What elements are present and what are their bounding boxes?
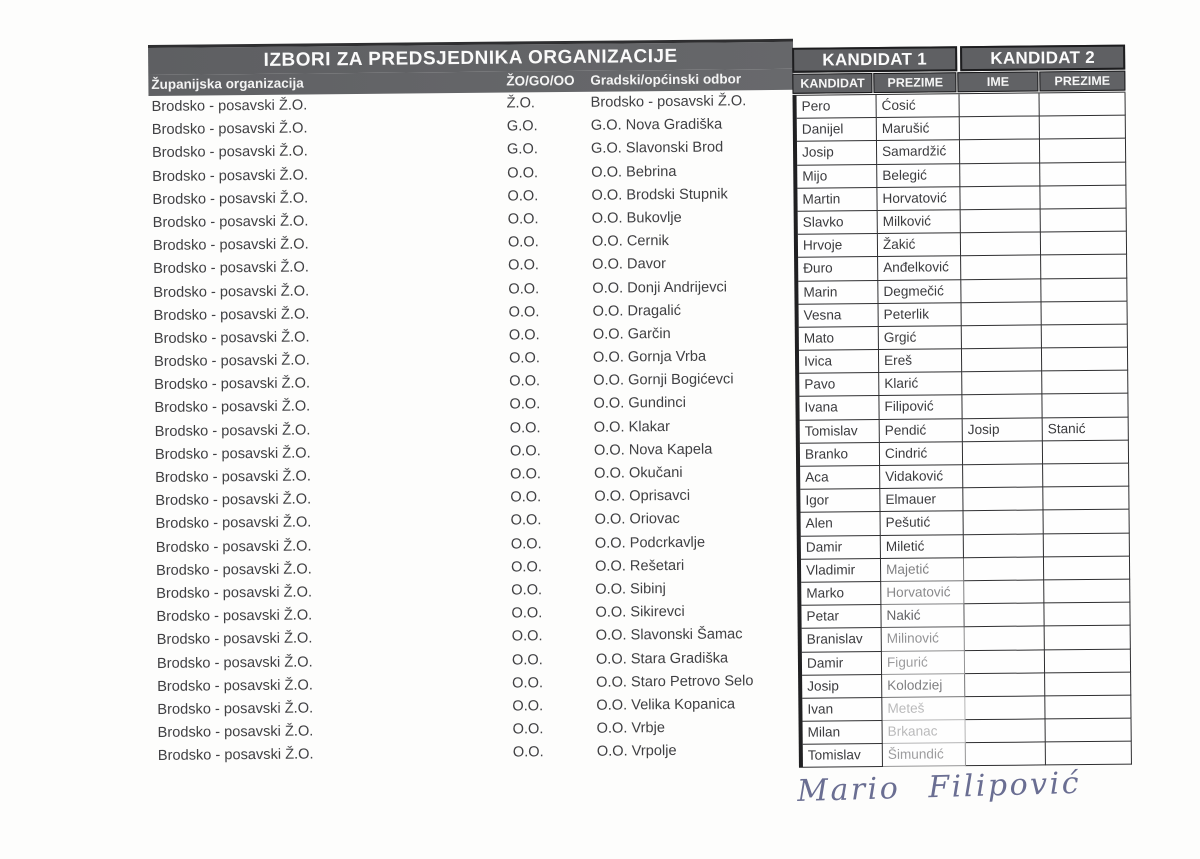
- org-cell: Brodsko - posavski Ž.O.: [153, 352, 310, 371]
- odbor-cell: G.O. Slavonski Brod: [590, 139, 724, 158]
- odbor-cell: O.O. Oriovac: [594, 511, 680, 529]
- kandidat1-prezime-cell: Filipović: [879, 396, 962, 420]
- kandidat1-ime-cell: Mato: [799, 327, 879, 351]
- kandidat1-prezime-cell: Majetić: [881, 558, 964, 582]
- kandidat2-ime-cell: [965, 650, 1045, 674]
- kandidat2-ime-cell: [963, 441, 1043, 465]
- kandidat1-ime-cell: Martin: [797, 188, 877, 212]
- kandidat2-prezime-cell: [1046, 719, 1132, 743]
- odbor-cell: O.O. Davor: [592, 256, 667, 274]
- type-cell: O.O.: [512, 721, 544, 738]
- kandidat1-prezime-cell: Brkanac: [883, 720, 966, 744]
- column-header-prezime-2: PREZIME: [1039, 71, 1125, 92]
- type-cell: O.O.: [510, 512, 542, 529]
- type-cell: O.O.: [510, 466, 542, 483]
- kandidat1-prezime-cell: Šimundić: [883, 743, 966, 767]
- kandidat1-prezime-cell: Meteš: [882, 697, 965, 721]
- type-cell: O.O.: [511, 582, 543, 599]
- type-cell: O.O.: [509, 396, 541, 413]
- kandidat2-ime-cell: [961, 279, 1041, 303]
- org-cell: Brodsko - posavski Ž.O.: [155, 491, 312, 510]
- org-cell: Brodsko - posavski Ž.O.: [154, 375, 311, 394]
- kandidat2-ime-cell: [960, 163, 1040, 187]
- org-cell: Brodsko - posavski Ž.O.: [153, 259, 309, 278]
- kandidat2-ime-cell: [961, 209, 1041, 233]
- type-cell: O.O.: [509, 419, 541, 437]
- kandidat1-prezime-cell: Samardžić: [877, 141, 960, 165]
- kandidat2-prezime-cell: [1044, 510, 1130, 534]
- document-title: IZBORI ZA PREDSJEDNIKA ORGANIZACIJE: [148, 39, 793, 75]
- kandidat2-ime-cell: [961, 256, 1041, 280]
- kandidat1-ime-cell: Tomislav: [800, 420, 880, 444]
- type-cell: O.O.: [508, 303, 540, 321]
- kandidat2-prezime-cell: [1042, 348, 1128, 372]
- org-cell: Brodsko - posavski Ž.O.: [155, 514, 312, 533]
- kandidat1-prezime-cell: Horvatović: [877, 187, 960, 211]
- org-cell: Brodsko - posavski Ž.O.: [153, 306, 310, 324]
- type-cell: O.O.: [507, 211, 539, 228]
- odbor-cell: O.O. Gornji Bogićevci: [593, 371, 734, 389]
- kandidat2-prezime-cell: [1044, 603, 1130, 627]
- type-cell: O.O.: [507, 188, 539, 205]
- org-cell: Brodsko - posavski Ž.O.: [155, 538, 312, 556]
- kandidat1-prezime-cell: Nakić: [881, 604, 964, 628]
- odbor-cell: O.O. Podcrkavlje: [594, 534, 706, 552]
- kandidat2-ime-cell: Josip: [963, 418, 1043, 442]
- kandidat2-prezime-cell: [1040, 185, 1126, 209]
- org-cell: Brodsko - posavski Ž.O.: [157, 700, 314, 718]
- odbor-cell: O.O. Rešetari: [594, 557, 685, 575]
- kandidat1-ime-cell: Mijo: [797, 165, 877, 189]
- odbor-cell: G.O. Nova Gradiška: [590, 116, 723, 134]
- org-cell: Brodsko - posavski Ž.O.: [155, 561, 312, 579]
- kandidat1-prezime-cell: Pešutić: [881, 512, 964, 536]
- kandidat1-prezime-cell: Grgić: [879, 326, 962, 350]
- candidates-column-header: [792, 71, 1125, 94]
- type-cell: O.O.: [512, 698, 544, 715]
- odbor-cell: O.O. Okučani: [594, 464, 683, 482]
- kandidat2-prezime-cell: [1040, 116, 1126, 140]
- kandidat2-prezime-cell: [1041, 232, 1127, 256]
- kandidat1-ime-cell: Milan: [803, 721, 883, 745]
- kandidat1-ime-cell: Alen: [801, 512, 881, 536]
- kandidat1-ime-cell: Marko: [801, 582, 881, 606]
- kandidat2-prezime-cell: [1045, 695, 1131, 719]
- kandidat2-ime-cell: [963, 464, 1043, 488]
- kandidat2-ime-cell: [965, 627, 1045, 651]
- kandidat2-prezime-cell: [1046, 742, 1132, 766]
- kandidat2-prezime-cell: [1045, 672, 1131, 696]
- kandidat2-prezime-cell: [1043, 487, 1129, 511]
- kandidat2-prezime-cell: [1044, 533, 1130, 557]
- kandidat1-ime-cell: Đuro: [798, 257, 878, 281]
- type-cell: O.O.: [510, 489, 542, 506]
- kandidat2-ime-cell: [962, 372, 1042, 396]
- kandidat1-prezime-cell: Figurić: [882, 651, 965, 675]
- kandidat1-ime-cell: Hrvoje: [798, 234, 878, 258]
- odbor-cell: O.O. Garčin: [592, 325, 671, 343]
- odbor-cell: O.O. Velika Kopanica: [596, 696, 736, 714]
- kandidat1-prezime-cell: Vidaković: [880, 465, 963, 489]
- kandidat1-ime-cell: Pero: [797, 95, 877, 119]
- type-cell: O.O.: [508, 280, 540, 298]
- kandidat1-prezime-cell: Pendić: [880, 419, 963, 443]
- odbor-cell: O.O. Sibinj: [595, 580, 666, 598]
- group-header-kandidat-2: KANDIDAT 2: [960, 45, 1125, 72]
- kandidat1-ime-cell: Igor: [800, 489, 880, 513]
- type-cell: Ž.O.: [506, 95, 536, 112]
- kandidat1-prezime-cell: Cindrić: [880, 442, 963, 466]
- org-cell: Brodsko - posavski Ž.O.: [157, 746, 314, 765]
- type-cell: O.O.: [511, 651, 543, 669]
- kandidat2-prezime-cell: [1042, 394, 1128, 418]
- odbor-cell: O.O. Cernik: [591, 233, 670, 250]
- org-cell: Brodsko - posavski Ž.O.: [152, 236, 309, 255]
- kandidat1-ime-cell: Aca: [800, 466, 880, 490]
- organizations-table: [148, 39, 800, 769]
- kandidat1-prezime-cell: Ereš: [879, 349, 962, 373]
- odbor-cell: O.O. Bebrina: [591, 163, 677, 181]
- kandidat2-prezime-cell: [1045, 626, 1131, 650]
- kandidat1-ime-cell: Branislav: [802, 628, 882, 652]
- kandidat2-prezime-cell: [1043, 440, 1129, 464]
- type-cell: O.O.: [510, 535, 542, 553]
- column-header-kandidat: KANDIDAT: [792, 73, 872, 94]
- org-cell: Brodsko - posavski Ž.O.: [154, 422, 311, 440]
- type-cell: O.O.: [508, 257, 540, 274]
- type-cell: O.O.: [508, 350, 540, 367]
- kandidat2-ime-cell: [960, 140, 1040, 164]
- kandidat1-ime-cell: Ivan: [802, 698, 882, 722]
- kandidat2-ime-cell: [964, 511, 1044, 535]
- odbor-cell: O.O. Gornja Vrba: [592, 348, 707, 366]
- organizations-table-body: [148, 90, 799, 769]
- org-cell: Brodsko - posavski Ž.O.: [153, 282, 310, 301]
- kandidat1-ime-cell: Vladimir: [801, 559, 881, 583]
- kandidat1-ime-cell: Vesna: [799, 304, 879, 328]
- kandidat2-ime-cell: [961, 233, 1041, 257]
- type-cell: O.O.: [509, 443, 541, 460]
- odbor-cell: O.O. Vrpolje: [596, 743, 677, 760]
- odbor-cell: O.O. Oprisavci: [594, 488, 691, 505]
- odbor-cell: O.O. Gundinci: [593, 395, 687, 413]
- kandidat1-prezime-cell: Miletić: [881, 535, 964, 559]
- kandidat2-prezime-cell: [1045, 649, 1131, 673]
- odbor-cell: O.O. Brodski Stupnik: [591, 186, 728, 204]
- kandidat1-ime-cell: Branko: [800, 443, 880, 467]
- org-cell: Brodsko - posavski Ž.O.: [152, 213, 309, 231]
- type-cell: O.O.: [510, 558, 542, 576]
- kandidat2-prezime-cell: [1041, 209, 1127, 233]
- org-cell: Brodsko - posavski Ž.O.: [157, 723, 314, 742]
- column-header-gradski-opcinski-odbor: Gradski/općinski odbor: [590, 71, 742, 88]
- kandidat2-prezime-cell: [1042, 324, 1128, 348]
- kandidat1-prezime-cell: Ćosić: [877, 94, 960, 118]
- kandidat2-prezime-cell: [1041, 255, 1127, 279]
- org-cell: Brodsko - posavski Ž.O.: [156, 630, 313, 649]
- kandidat1-ime-cell: Damir: [801, 536, 881, 560]
- kandidat1-prezime-cell: Elmauer: [880, 488, 963, 512]
- kandidat2-ime-cell: [962, 395, 1042, 419]
- odbor-cell: O.O. Stara Gradiška: [595, 649, 729, 668]
- kandidat1-ime-cell: Marin: [798, 281, 878, 305]
- kandidat2-ime-cell: [962, 325, 1042, 349]
- type-cell: O.O.: [512, 744, 544, 761]
- kandidat2-ime-cell: [960, 93, 1040, 117]
- column-header-zo-go-oo: ŽO/GO/OO: [506, 72, 575, 89]
- kandidat1-prezime-cell: Belegić: [877, 164, 960, 188]
- type-cell: O.O.: [507, 234, 539, 251]
- kandidat2-ime-cell: [960, 117, 1040, 141]
- kandidat1-ime-cell: Ivana: [799, 396, 879, 420]
- handwritten-signature: Mario Filipović: [796, 765, 1082, 810]
- kandidat1-ime-cell: Danijel: [797, 118, 877, 142]
- kandidat1-ime-cell: Josip: [797, 141, 877, 165]
- type-cell: O.O.: [509, 373, 541, 390]
- kandidat1-prezime-cell: Milković: [878, 210, 961, 234]
- odbor-cell: O.O. Donji Andrijevci: [592, 278, 728, 297]
- kandidat1-ime-cell: Josip: [802, 675, 882, 699]
- type-cell: G.O.: [506, 141, 538, 158]
- kandidat1-prezime-cell: Peterlik: [879, 303, 962, 327]
- odbor-cell: O.O. Vrbje: [596, 720, 666, 737]
- kandidat2-ime-cell: [965, 696, 1045, 720]
- kandidat2-ime-cell: [960, 186, 1040, 210]
- org-cell: Brodsko - posavski Ž.O.: [154, 445, 311, 463]
- kandidat2-prezime-cell: [1043, 464, 1129, 488]
- org-cell: Brodsko - posavski Ž.O.: [154, 398, 311, 417]
- kandidat2-ime-cell: [966, 719, 1046, 743]
- kandidat2-prezime-cell: [1044, 580, 1130, 604]
- kandidat1-prezime-cell: Klarić: [879, 372, 962, 396]
- kandidat2-ime-cell: [962, 348, 1042, 372]
- kandidat1-ime-cell: Tomislav: [803, 744, 883, 768]
- kandidat2-prezime-cell: Stanić: [1043, 417, 1129, 441]
- kandidat2-prezime-cell: [1040, 162, 1126, 186]
- org-cell: Brodsko - posavski Ž.O.: [151, 143, 308, 162]
- column-header-zupanijska-organizacija: Županijska organizacija: [151, 75, 304, 92]
- org-cell: Brodsko - posavski Ž.O.: [155, 468, 311, 486]
- odbor-cell: O.O. Staro Petrovo Selo: [596, 672, 754, 691]
- kandidat2-prezime-cell: [1040, 139, 1126, 163]
- org-cell: Brodsko - posavski Ž.O.: [156, 584, 313, 602]
- kandidat2-ime-cell: [965, 673, 1045, 697]
- odbor-cell: O.O. Klakar: [593, 418, 670, 436]
- org-cell: Brodsko - posavski Ž.O.: [151, 120, 308, 139]
- table-row: [155, 739, 800, 768]
- kandidat2-ime-cell: [964, 534, 1044, 558]
- kandidat2-ime-cell: [962, 302, 1042, 326]
- kandidat2-ime-cell: [964, 604, 1044, 628]
- odbor-cell: O.O. Nova Kapela: [593, 441, 713, 459]
- odbor-cell: O.O. Sikirevci: [595, 603, 685, 621]
- column-header-ime-2: IME: [958, 71, 1038, 92]
- candidates-table: [792, 45, 1132, 769]
- org-cell: Brodsko - posavski Ž.O.: [151, 97, 308, 115]
- kandidat2-prezime-cell: [1042, 301, 1128, 325]
- type-cell: O.O.: [507, 164, 539, 182]
- odbor-cell: O.O. Bukovlje: [591, 209, 682, 227]
- org-cell: Brodsko - posavski Ž.O.: [153, 329, 310, 347]
- document-scan: [148, 36, 1141, 850]
- org-cell: Brodsko - posavski Ž.O.: [157, 677, 313, 695]
- kandidat2-prezime-cell: [1044, 556, 1130, 580]
- kandidat1-prezime-cell: Marušić: [877, 117, 960, 141]
- odbor-cell: Brodsko - posavski Ž.O.: [590, 93, 747, 111]
- kandidat1-prezime-cell: Kolodziej: [882, 674, 965, 698]
- kandidat1-prezime-cell: Horvatović: [881, 581, 964, 605]
- kandidat1-ime-cell: Ivica: [799, 350, 879, 374]
- candidates-group-header: [792, 45, 1125, 73]
- type-cell: G.O.: [506, 118, 538, 135]
- kandidat1-prezime-cell: Anđelković: [878, 257, 961, 281]
- kandidat1-prezime-cell: Milinović: [882, 628, 965, 652]
- type-cell: O.O.: [508, 327, 540, 344]
- candidates-table-body: [793, 92, 1132, 769]
- org-cell: Brodsko - posavski Ž.O.: [156, 653, 313, 672]
- kandidat2-ime-cell: [964, 580, 1044, 604]
- column-header-prezime-1: PREZIME: [874, 72, 957, 93]
- odbor-cell: O.O. Slavonski Šamac: [595, 626, 743, 645]
- kandidat2-prezime-cell: [1041, 278, 1127, 302]
- kandidat1-prezime-cell: Degmečić: [878, 280, 961, 304]
- kandidat2-prezime-cell: [1042, 371, 1128, 395]
- org-cell: Brodsko - posavski Ž.O.: [152, 190, 309, 208]
- odbor-cell: O.O. Dragalić: [592, 302, 682, 320]
- kandidat1-ime-cell: Pavo: [799, 373, 879, 397]
- type-cell: O.O.: [512, 674, 544, 692]
- kandidat2-ime-cell: [964, 557, 1044, 581]
- org-cell: Brodsko - posavski Ž.O.: [156, 607, 313, 626]
- kandidat1-prezime-cell: Žakić: [878, 233, 961, 257]
- org-cell: Brodsko - posavski Ž.O.: [152, 167, 309, 185]
- kandidat1-ime-cell: Damir: [802, 651, 882, 675]
- kandidat1-ime-cell: Slavko: [798, 211, 878, 235]
- kandidat2-ime-cell: [963, 488, 1043, 512]
- type-cell: O.O.: [511, 628, 543, 645]
- kandidat2-prezime-cell: [1040, 93, 1126, 117]
- type-cell: O.O.: [511, 605, 543, 622]
- kandidat1-ime-cell: Petar: [801, 605, 881, 629]
- group-header-kandidat-1: KANDIDAT 1: [792, 46, 957, 73]
- kandidat2-ime-cell: [966, 743, 1046, 767]
